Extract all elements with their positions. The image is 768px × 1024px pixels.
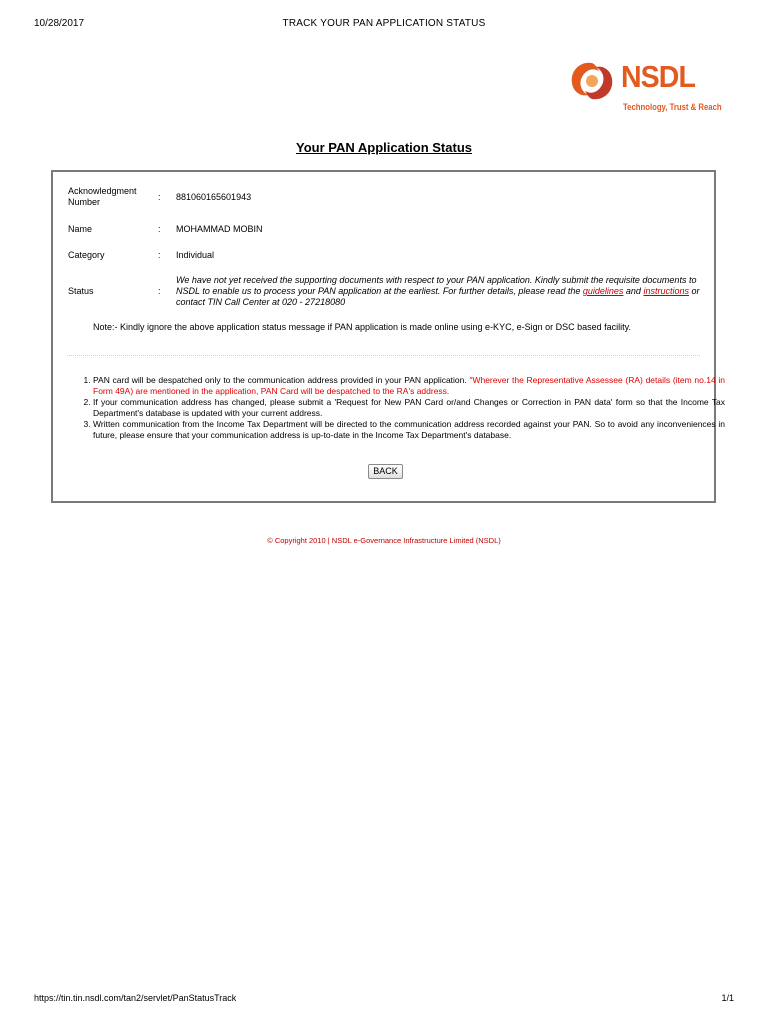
- print-date: 10/28/2017: [34, 18, 85, 29]
- status-label: Status: [68, 286, 94, 296]
- instructions-link[interactable]: instructions: [643, 286, 689, 296]
- section-divider: [67, 355, 700, 356]
- point-1-highlight: "Wherever the Representative Assessee (RA) details (item no.14 in Form 49A) are mentioned in the application, PAN Card will be despatched to the RA's address.: [93, 375, 725, 396]
- back-button[interactable]: BACK: [368, 464, 403, 479]
- list-item: 2. If your communication address has changed, please submit a 'Request for New PAN Card or/and Changes or Correction in PAN data' form so that the Income Tax Department's database is updated with your current address.: [93, 397, 725, 419]
- separator: :: [158, 192, 161, 202]
- name-label: Name: [68, 224, 93, 234]
- list-item: 3. Written communication from the Income Tax Department will be directed to the communication address recorded against your PAN. So to avoid any inconveniences in future, please ensure that your communication address is up-to-date in the Income Tax Department's database.: [93, 419, 725, 441]
- print-page-title: TRACK YOUR PAN APPLICATION STATUS: [282, 18, 486, 29]
- nsdl-logo: [566, 57, 726, 117]
- separator: :: [158, 250, 161, 260]
- category-value: Individual: [176, 250, 215, 260]
- info-list: [71, 375, 725, 441]
- separator: :: [158, 286, 161, 296]
- point-1-text: PAN card will be despatched only to the communication address provided in your PAN application.: [93, 375, 470, 385]
- print-page-number: 1/1: [721, 993, 734, 1003]
- separator: :: [158, 224, 161, 234]
- guidelines-link[interactable]: guidelines: [582, 286, 624, 296]
- page-title: [0, 140, 768, 155]
- application-note: Note:- Kindly ignore the above application status message if PAN application is made online using e-KYC, e-Sign or DSC based facility.: [93, 322, 631, 332]
- status-message: [176, 275, 711, 308]
- status-text-main: We have not yet received the supporting documents with respect to your PAN application. Kindly submit the requisite documents to NSDL to enable us to process your PAN application at the earliest. For further details, please read the: [176, 275, 697, 296]
- page-title-text: Your PAN Application Status: [296, 140, 472, 155]
- print-url: https://tin.tin.nsdl.com/tan2/servlet/PanStatusTrack: [34, 993, 237, 1003]
- name-value: MOHAMMAD MOBIN: [176, 224, 263, 234]
- logo-tagline: Technology, Trust & Reach: [623, 102, 722, 112]
- acknowledgment-label: Acknowledgment Number: [68, 186, 137, 207]
- status-panel: [51, 170, 725, 503]
- acknowledgment-value: 881060165601943: [176, 192, 252, 202]
- status-text-and: and: [623, 286, 644, 296]
- list-item: [93, 375, 725, 397]
- status-text-contact: or contact TIN Call Center at 020 - 27218080: [176, 286, 700, 307]
- category-label: Category: [68, 250, 105, 260]
- logo-wordmark: NSDL: [621, 59, 695, 94]
- nsdl-swirl-icon: [566, 57, 618, 105]
- copyright-text: © Copyright 2010 | NSDL e-Governance Infrastructure Limited (NSDL): [267, 536, 501, 545]
